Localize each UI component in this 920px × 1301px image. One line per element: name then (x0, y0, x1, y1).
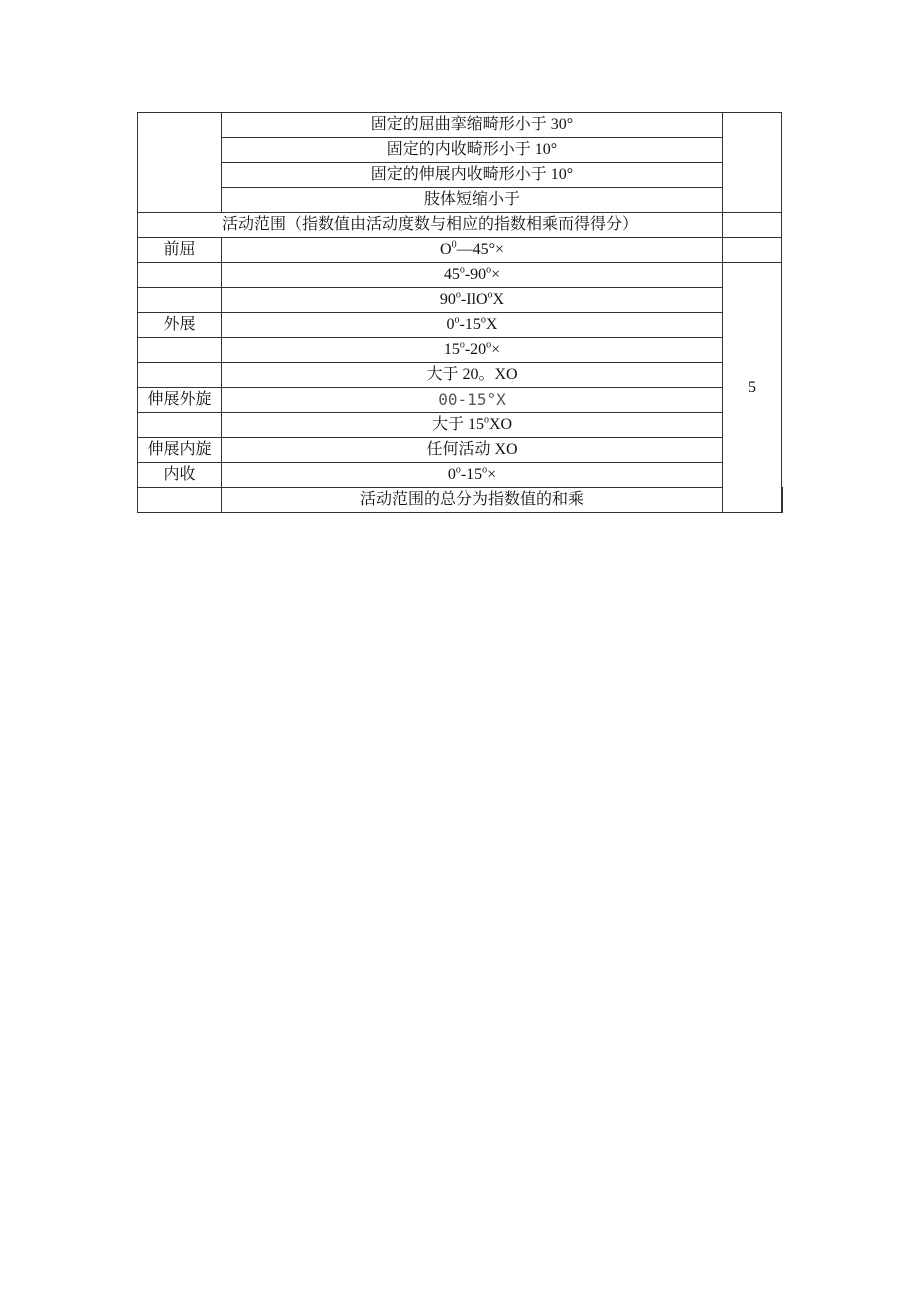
empty-label-cell (138, 288, 222, 313)
range-of-motion-heading: 活动范围（指数值由活动度数与相应的指数相乘而得得分） (138, 213, 723, 238)
table-row (138, 363, 783, 388)
table-row (138, 338, 783, 363)
range-heading-score-cell (723, 213, 782, 238)
table-row (138, 288, 783, 313)
external-rotation-over-15: 大于 15$^o$XO (222, 413, 723, 438)
table-row (138, 313, 783, 338)
table-row (138, 188, 783, 213)
empty-label-cell (138, 263, 222, 288)
empty-label-cell (138, 338, 222, 363)
adduction-label: 内收 (138, 463, 222, 488)
table-row (138, 388, 783, 413)
empty-label-cell (138, 413, 222, 438)
table-row (138, 113, 783, 138)
total-score-cell (782, 488, 783, 513)
table-row (138, 488, 783, 513)
range-score-value: 5 (723, 263, 782, 513)
table-row (138, 438, 783, 463)
table-row (138, 238, 783, 263)
flexion-range-45-90: $45^o-90^o\times$ (222, 263, 723, 288)
hip-score-table (137, 112, 783, 513)
abduction-label: 外展 (138, 313, 222, 338)
empty-label-cell (138, 488, 222, 513)
adduction-deformity-cell: 固定的内收畸形小于 10° (222, 138, 723, 163)
external-rotation-range-0-15: 00-15°X (222, 388, 723, 413)
empty-label-cell (138, 363, 222, 388)
table-row (138, 138, 783, 163)
abduction-range-0-15: 0$^o$-15$^o$X (222, 313, 723, 338)
deformity-category-cell (138, 113, 222, 213)
abduction-over-20: 大于 20。XO (222, 363, 723, 388)
flexion-range-90-110: 90$^o$-IlO$^o$X (222, 288, 723, 313)
flexion-range-0-45: $O^0—45^\circ\times$ (222, 238, 723, 263)
flexion-label: 前屈 (138, 238, 222, 263)
limb-shortening-cell: 肢体短缩小于 (222, 188, 723, 213)
range-total-note: 活动范围的总分为指数值的和乘 (222, 488, 723, 513)
flexion-score-cell (723, 238, 782, 263)
table-row (138, 463, 783, 488)
extension-external-rotation-label: 伸展外旋 (138, 388, 222, 413)
table-row (138, 263, 783, 288)
table-row (138, 413, 783, 438)
internal-rotation-any: 任何活动 XO (222, 438, 723, 463)
flexion-contracture-cell: 固定的屈曲挛缩畸形小于 30° (222, 113, 723, 138)
table-row (138, 213, 783, 238)
deformity-score-cell (723, 113, 782, 213)
extension-adduction-cell: 固定的伸展内收畸形小于 10° (222, 163, 723, 188)
table-row (138, 163, 783, 188)
adduction-range-0-15: $0^o-15^o\times$ (222, 463, 723, 488)
abduction-range-15-20: $15^o-20^o\times$ (222, 338, 723, 363)
extension-internal-rotation-label: 伸展内旋 (138, 438, 222, 463)
